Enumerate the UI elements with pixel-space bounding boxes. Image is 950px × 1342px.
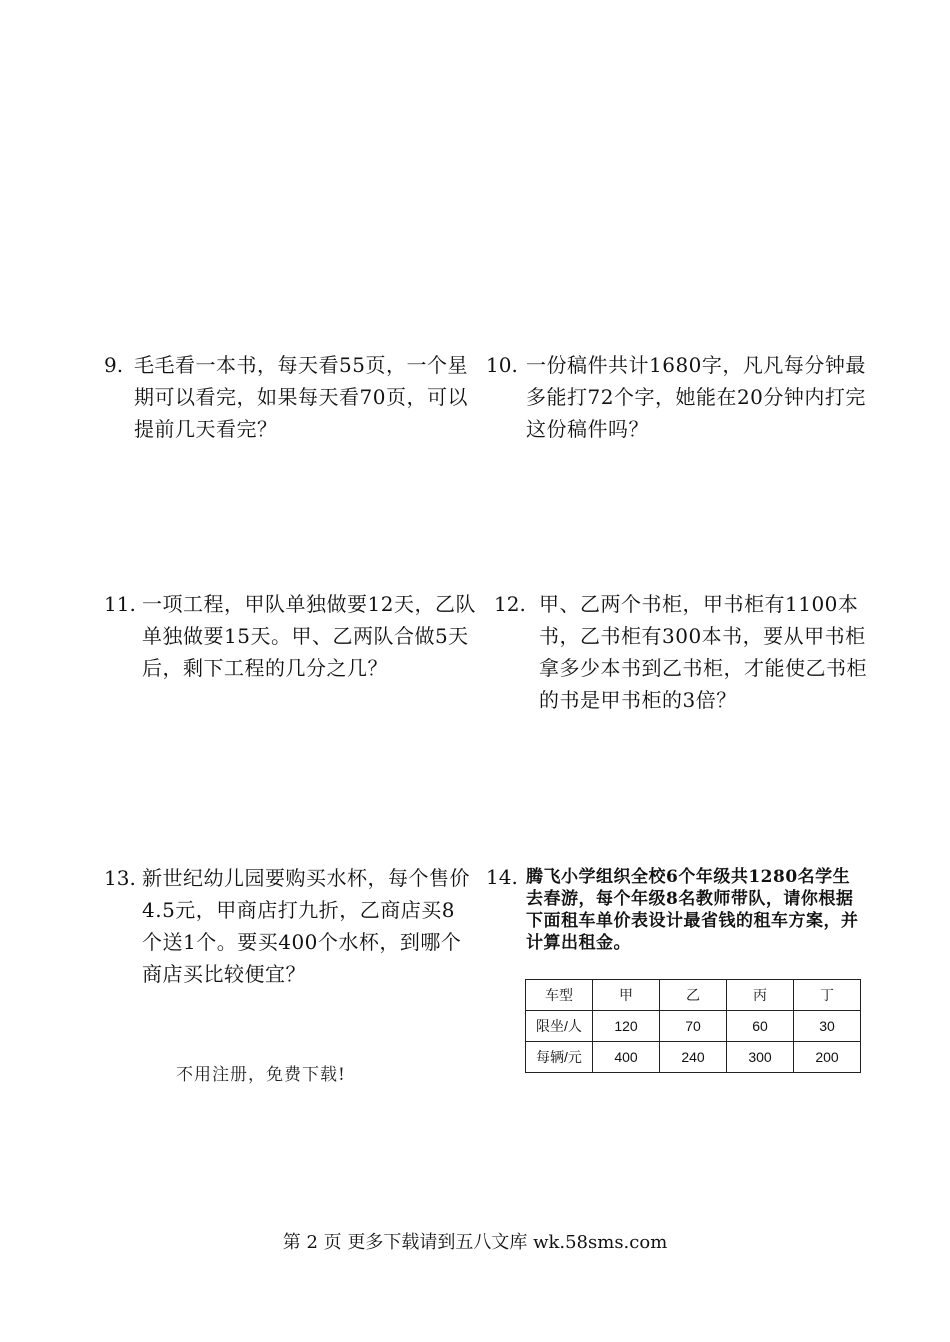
question-9 [104, 349, 474, 449]
table-header-cell: 丙 [727, 980, 794, 1011]
question-13 [104, 862, 474, 992]
table-cell: 120 [593, 1011, 660, 1042]
table-cell: 60 [727, 1011, 794, 1042]
table-cell: 70 [660, 1011, 727, 1042]
question-11 [104, 588, 482, 688]
table-cell: 400 [593, 1042, 660, 1073]
table-header-cell: 丁 [794, 980, 861, 1011]
question-number: 9. [104, 353, 124, 377]
rental-price-table [525, 979, 861, 1073]
table-header-cell: 车型 [526, 980, 593, 1011]
table-cell: 240 [660, 1042, 727, 1073]
question-number: 13. [104, 866, 136, 890]
table-header-cell: 甲 [593, 980, 660, 1011]
table-row [526, 1042, 861, 1073]
question-number: 10. [486, 353, 518, 377]
download-note: 不用注册，免费下载! [176, 1065, 346, 1085]
question-text: 毛毛看一本书，每天看55页，一个星期可以看完，如果每天看70页，可以提前几天看完？ [134, 353, 468, 441]
question-10 [486, 349, 866, 449]
question-text: 一份稿件共计1680字，凡凡每分钟最多能打72个字，她能在20分钟内打完这份稿件吗？ [526, 353, 866, 441]
question-number: 12. [494, 592, 526, 616]
table-header-row [526, 980, 861, 1011]
table-cell: 300 [727, 1042, 794, 1073]
question-text: 甲、乙两个书柜，甲书柜有1100本书，乙书柜有300本书，要从甲书柜拿多少本书到乙书柜，才能使乙书柜的书是甲书柜的3倍？ [539, 592, 867, 712]
question-text: 新世纪幼儿园要购买水杯，每个售价4.5元，甲商店打九折，乙商店买8个送1个。要买400个水杯，到哪个商店买比较便宜？ [142, 866, 470, 986]
table-cell: 限坐/人 [526, 1011, 593, 1042]
question-text: 腾飞小学组织全校6个年级共1280名学生去春游，每个年级8名教师带队，请你根据下面租车单价表设计最省钱的租车方案，并计算出租金。 [526, 867, 859, 953]
table-cell: 每辆/元 [526, 1042, 593, 1073]
table-cell: 30 [794, 1011, 861, 1042]
table-cell: 200 [794, 1042, 861, 1073]
question-number: 11. [104, 592, 136, 616]
table-header-cell: 乙 [660, 980, 727, 1011]
question-text: 一项工程，甲队单独做要12天，乙队单独做要15天。甲、乙两队合做5天后，剩下工程的几分之几？ [142, 592, 476, 680]
question-14 [486, 866, 866, 956]
table-row [526, 1011, 861, 1042]
question-number: 14. [486, 865, 518, 889]
page-footer: 第 2 页 更多下载请到五八文库 wk.58sms.com [282, 1232, 668, 1253]
question-12 [494, 588, 878, 718]
